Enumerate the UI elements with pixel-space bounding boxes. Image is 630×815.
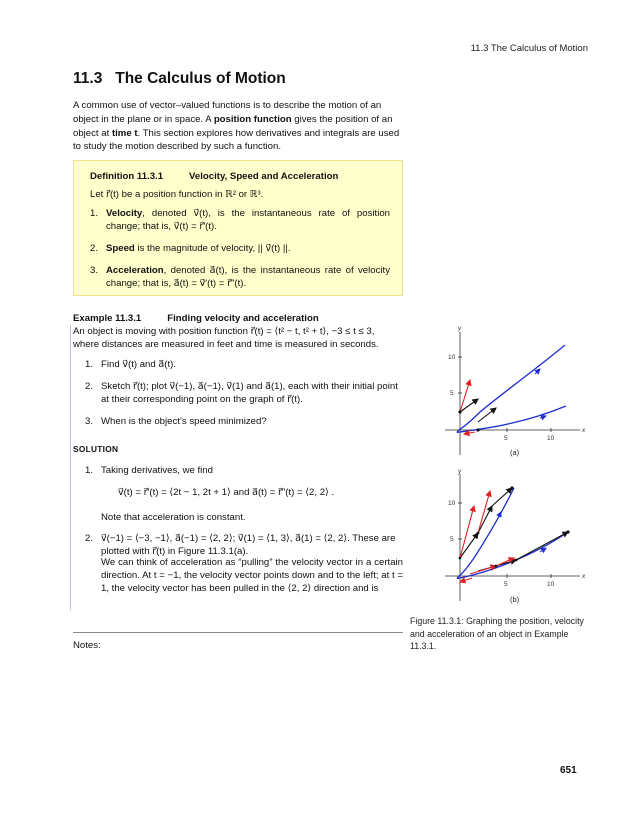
x-tick-5: 5 [504, 435, 508, 442]
term: Acceleration [106, 265, 164, 276]
notes-rule [73, 632, 403, 633]
figure-a [440, 320, 590, 460]
solution-step-1 [85, 464, 403, 477]
intro-bold-1: position function [213, 113, 292, 125]
intro-bold-2: time t [111, 127, 138, 139]
example-item [85, 380, 403, 406]
notes-label: Notes: [73, 640, 101, 651]
definition-item-velocity [90, 207, 390, 233]
section-title [73, 70, 286, 88]
derivative-equation: v⃗(t) = r⃗′(t) = ⟨2t − 1, 2t + 1⟩ and a⃗(t) = r⃗″(t) = ⟨2, 2⟩ . [118, 487, 335, 498]
y-tick-5: 5 [450, 390, 454, 397]
term: Velocity [106, 208, 143, 219]
example-list [85, 358, 403, 437]
running-head: 11.3 The Calculus of Motion [470, 43, 588, 54]
item-number: 3. [90, 265, 99, 276]
intro-text-1: A common use of vector–valued functions is to describe the motion of an object in the plane or in space. A [73, 100, 382, 125]
item-text: , denoted v⃗(t), is the instantaneous rate of position change; that is, v⃗(t) = r⃗′(t). [106, 208, 390, 232]
velocity-vector [460, 533, 478, 558]
definition-box [73, 160, 403, 296]
velocity-vector [460, 399, 478, 412]
figure-a-label: (a) [510, 448, 520, 457]
intro-paragraph [73, 99, 405, 154]
example-title: Finding velocity and acceleration [167, 313, 319, 324]
intro-text-2: gives the position of an object at [73, 113, 393, 139]
definition-title: Velocity, Speed and Acceleration [189, 171, 339, 182]
definition-label: Definition 11.3.1 [90, 171, 164, 182]
definition-item-acceleration [90, 264, 390, 290]
definition-let: Let r⃗(t) be a position function in ℝ² or ℝ³. [90, 189, 264, 200]
position-curve [457, 488, 568, 578]
velocity-vector [516, 532, 568, 560]
item-text: Find v⃗(t) and a⃗(t). [101, 359, 176, 370]
page-number: 651 [560, 765, 577, 776]
y-tick-10: 10 [448, 354, 456, 361]
acceleration-vector [460, 506, 474, 558]
example-statement: An object is moving with position function r⃗(t) = ⟨t² − t, t² + t⟩, −3 ≤ t ≤ 3, where distances are measured in feet and time is measured in seconds. [73, 326, 379, 350]
example-label: Example 11.3.1 [73, 313, 142, 324]
x-axis-label: x [582, 573, 586, 580]
item-number: 2. [85, 381, 94, 392]
section-title-text: The Calculus of Motion [115, 70, 286, 87]
y-tick-5: 5 [450, 536, 454, 543]
item-text: When is the object’s speed minimized? [101, 416, 267, 427]
example-margin-bar [70, 325, 71, 610]
acceleration-vector [460, 578, 472, 582]
x-tick-5: 5 [504, 581, 508, 588]
item-text: Sketch r⃗(t); plot v⃗(−1), a⃗(−1), v⃗(1) and a⃗(1), each with their initial point at their corresponding point on the graph of r⃗(t). [101, 381, 398, 405]
solution-step-2 [85, 532, 403, 558]
figure-b [440, 466, 590, 608]
y-axis-label: y [458, 468, 462, 475]
item-text: is the magnitude of velocity, || v⃗(t) ||. [134, 243, 291, 254]
definition-item-speed [90, 242, 390, 255]
position-curve [457, 345, 566, 432]
acceleration-note: Note that acceleration is constant. [101, 512, 246, 523]
item-number: 1. [90, 208, 99, 219]
y-tick-10: 10 [448, 500, 456, 507]
velocity-vector [478, 408, 496, 422]
acceleration-vector [464, 432, 475, 434]
acceleration-vector [478, 491, 490, 533]
x-axis-label: x [582, 427, 586, 434]
solution-step-2-continued: We can think of acceleration as “pulling” the velocity vector in a certain direction. At t = −1, the velocity vector points down and to the left; at t = 1, the velocity vector has been pulled in the ⟨2, 2⟩ direction and is [101, 557, 403, 594]
item-number: 1. [85, 359, 94, 370]
item-number: 3. [85, 416, 94, 427]
step-number: 1. [85, 465, 94, 476]
y-axis-label: y [458, 325, 462, 332]
item-number: 2. [90, 243, 99, 254]
example-heading [73, 313, 319, 324]
definition-heading [90, 171, 338, 182]
definition-list [90, 207, 390, 299]
figure-b-label: (b) [510, 595, 520, 604]
step-text: Taking derivatives, we find [101, 465, 213, 476]
x-tick-10: 10 [547, 581, 555, 588]
example-item [85, 415, 403, 428]
step-number: 2. [85, 533, 94, 544]
term: Speed [106, 243, 135, 254]
item-text: , denoted a⃗(t), is the instantaneous rate of velocity change; that is, a⃗(t) = v⃗′(t) = r⃗″(t). [106, 265, 390, 289]
figure-caption: Figure 11.3.1: Graphing the position, velocity and acceleration of an object in Example 11.3.1. [410, 616, 584, 651]
section-number: 11.3 [73, 70, 103, 87]
example-item [85, 358, 403, 371]
x-tick-10: 10 [547, 435, 555, 442]
solution-heading: SOLUTION [73, 444, 119, 454]
acceleration-vector [460, 380, 470, 412]
step-text: v⃗(−1) = ⟨−3, −1⟩, a⃗(−1) = ⟨2, 2⟩; v⃗(1) = ⟨1, 3⟩, a⃗(1) = ⟨2, 2⟩. These are plotted with r⃗(t) in Figure 11.3.1(a). [101, 533, 396, 557]
intro-text-3: . This section explores how derivatives and integrals are used to study the motion described by such a function. [73, 127, 400, 153]
